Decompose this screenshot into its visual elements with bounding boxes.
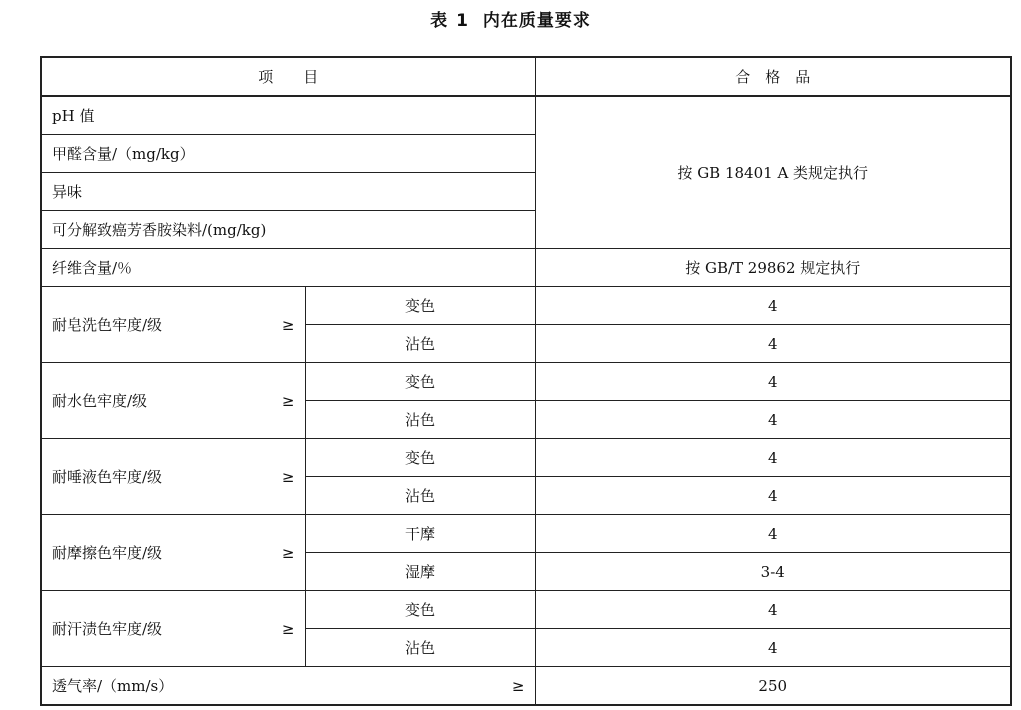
value-air-permeability: 250 [535,667,1011,706]
fastness-value: 4 [535,325,1011,363]
fastness-value: 4 [535,439,1011,477]
fastness-sub: 沾色 [305,325,535,363]
ge-symbol: ≥ [259,287,305,363]
fastness-value: 4 [535,287,1011,325]
fastness-sub: 沾色 [305,629,535,667]
ge-symbol: ≥ [259,363,305,439]
ge-symbol: ≥ [305,667,535,706]
ge-symbol: ≥ [259,439,305,515]
table-title [0,6,1021,31]
header-item: 项 目 [41,57,535,96]
fastness-sub: 变色 [305,439,535,477]
fastness-sub: 变色 [305,591,535,629]
ge-symbol: ≥ [259,515,305,591]
item-odor: 异味 [41,173,535,211]
fastness-label: 耐汗渍色牢度/级 [41,591,259,667]
item-ph: pH 值 [41,96,535,135]
item-air-permeability: 透气率/（mm/s） [41,667,305,706]
header-row [41,57,1011,96]
fastness-sub: 沾色 [305,401,535,439]
fastness-value: 4 [535,477,1011,515]
fastness-sub: 湿摩 [305,553,535,591]
fastness-value: 4 [535,401,1011,439]
table-row [41,591,1011,629]
table-row [41,439,1011,477]
fastness-label: 耐水色牢度/级 [41,363,259,439]
table-row [41,249,1011,287]
fastness-value: 4 [535,591,1011,629]
value-gb29862: 按 GB/T 29862 规定执行 [535,249,1011,287]
table-row [41,515,1011,553]
fastness-value: 4 [535,629,1011,667]
fastness-sub: 干摩 [305,515,535,553]
table-row [41,667,1011,706]
table-title-label: 表 [430,11,449,31]
value-gb18401: 按 GB 18401 A 类规定执行 [535,96,1011,249]
table-title-text: 内在质量要求 [482,11,591,31]
fastness-label: 耐摩擦色牢度/级 [41,515,259,591]
fastness-sub: 变色 [305,287,535,325]
table-row [41,96,1011,135]
quality-requirements-table [40,56,1012,706]
item-formaldehyde: 甲醛含量/（mg/kg） [41,135,535,173]
table-row [41,287,1011,325]
header-grade: 合 格 品 [535,57,1011,96]
item-fiber-content: 纤维含量/％ [41,249,535,287]
table-row [41,363,1011,401]
fastness-label: 耐唾液色牢度/级 [41,439,259,515]
fastness-value: 4 [535,515,1011,553]
item-azo-dyes: 可分解致癌芳香胺染料/(mg/kg) [41,211,535,249]
fastness-value: 4 [535,363,1011,401]
fastness-sub: 沾色 [305,477,535,515]
ge-symbol: ≥ [259,591,305,667]
fastness-value: 3-4 [535,553,1011,591]
fastness-sub: 变色 [305,363,535,401]
fastness-label: 耐皂洗色牢度/级 [41,287,259,363]
table-title-number: 1 [456,11,469,31]
